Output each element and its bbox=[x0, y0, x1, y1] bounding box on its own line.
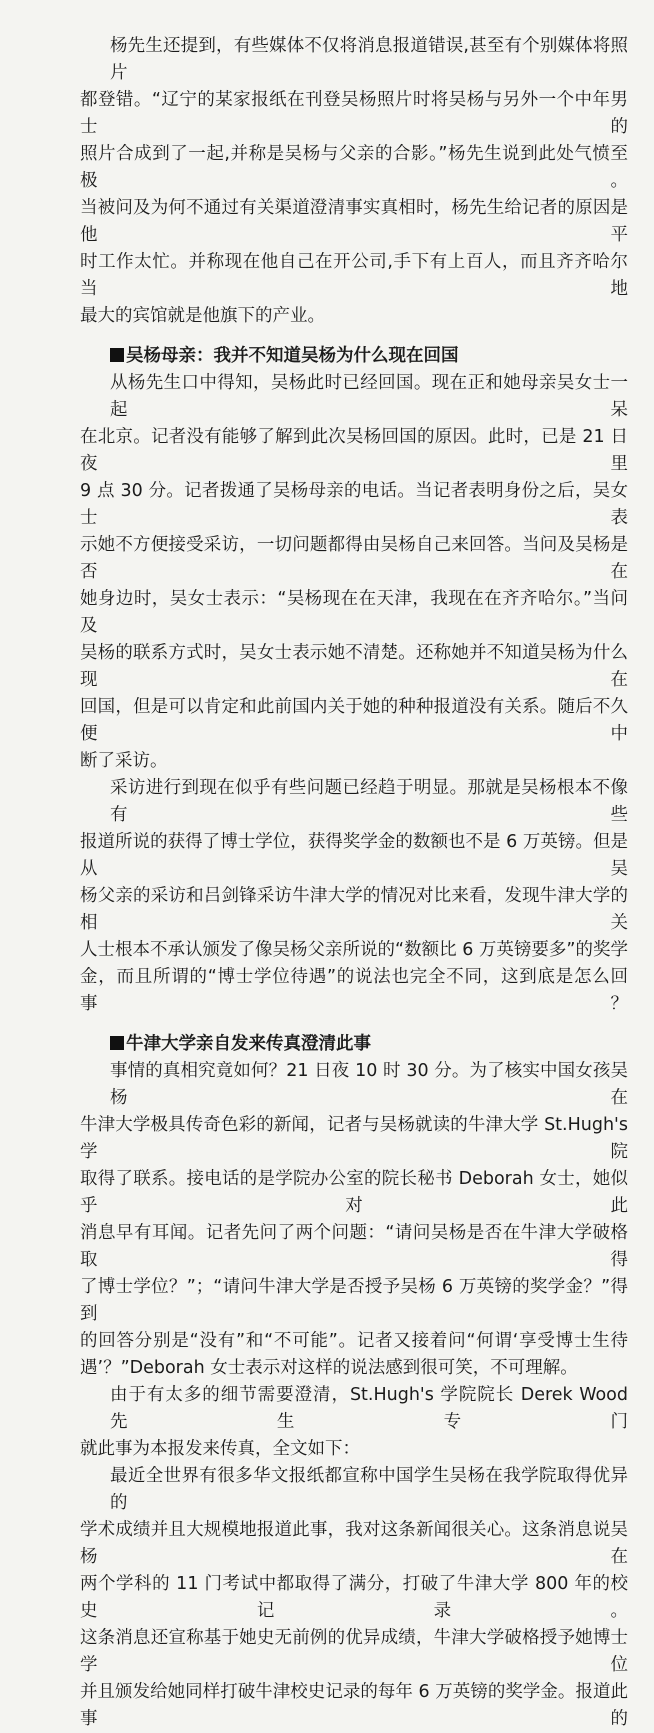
paragraph bbox=[80, 33, 628, 330]
document-page bbox=[80, 33, 628, 1733]
text-line: 杨父亲的采访和吕剑锋采访牛津大学的情况对比来看，发现牛津大学的相关 bbox=[80, 886, 628, 933]
text-line: 学术成绩并且大规模地报道此事，我对这条新闻很关心。这条消息说吴杨在 bbox=[80, 1520, 628, 1567]
text-line: 消息早有耳闻。记者先问了两个问题：“请问吴杨是否在牛津大学破格取得 bbox=[80, 1223, 628, 1270]
text-line: 当被问及为何不通过有关渠道澄清事实真相时，杨先生给记者的原因是他平 bbox=[80, 198, 628, 245]
text-line: 取得了联系。接电话的是学院办公室的院长秘书 Deborah 女士，她似乎对此 bbox=[80, 1169, 628, 1216]
heading-text: 吴杨母亲：我并不知道吴杨为什么现在回国 bbox=[126, 346, 459, 366]
section-heading bbox=[80, 343, 628, 370]
text-line: 她身边时，吴女士表示：“吴杨现在在天津，我现在在齐齐哈尔。”当问及 bbox=[80, 589, 628, 636]
text-line: 金，而且所谓的“博士学位待遇”的说法也完全不同，这到底是怎么回事？ bbox=[80, 967, 628, 1014]
text-line: 杨先生还提到，有些媒体不仅将消息报道错误,甚至有个别媒体将照片 bbox=[110, 36, 628, 83]
text-line: 采访进行到现在似乎有些问题已经趋于明显。那就是吴杨根本不像有些 bbox=[110, 778, 628, 825]
text-line: 人士根本不承认颁发了像吴杨父亲所说的“数额比 6 万英镑要多”的奖学 bbox=[80, 940, 628, 960]
text-line: 牛津大学极具传奇色彩的新闻，记者与吴杨就读的牛津大学 St.Hugh's 学院 bbox=[80, 1115, 628, 1162]
text-line: 报道所说的获得了博士学位，获得奖学金的数额也不是 6 万英镑。但是从吴 bbox=[80, 832, 628, 879]
text-line: 在北京。记者没有能够了解到此次吴杨回国的原因。此时，已是 21 日夜里 bbox=[80, 427, 628, 474]
text-line: 事情的真相究竟如何？21 日夜 10 时 30 分。为了核实中国女孩吴杨在 bbox=[110, 1061, 628, 1108]
bullet-square-icon bbox=[110, 1036, 124, 1050]
section-heading bbox=[80, 1031, 628, 1058]
text-line: 示她不方便接受采访，一切问题都得由吴杨自己来回答。当问及吴杨是否在 bbox=[80, 535, 628, 582]
text-line: 回国，但是可以肯定和此前国内关于她的种种报道没有关系。随后不久便中 bbox=[80, 697, 628, 744]
bullet-square-icon bbox=[110, 348, 124, 362]
text-line: 两个学科的 11 门考试中都取得了满分，打破了牛津大学 800 年的校史记录。 bbox=[80, 1574, 628, 1621]
text-line: 断了采访。 bbox=[80, 751, 168, 771]
text-line: 最近全世界有很多华文报纸都宣称中国学生吴杨在我学院取得优异的 bbox=[110, 1466, 628, 1513]
text-line: 由于有太多的细节需要澄清，St.Hugh's 学院院长 Derek Wood 先生专门 bbox=[110, 1385, 628, 1432]
text-line: 并且颁发给她同样打破牛津校史记录的每年 6 万英镑的奖学金。报道此事的 bbox=[80, 1682, 628, 1729]
paragraph bbox=[80, 370, 628, 775]
text-line: 了博士学位？”；“请问牛津大学是否授予吴杨 6 万英镑的奖学金？”得到 bbox=[80, 1277, 628, 1324]
text-line: 从杨先生口中得知，吴杨此时已经回国。现在正和她母亲吴女士一起呆 bbox=[110, 373, 628, 420]
text-line: 最大的宾馆就是他旗下的产业。 bbox=[80, 306, 325, 326]
heading-text: 牛津大学亲自发来传真澄清此事 bbox=[126, 1034, 371, 1054]
text-line: 照片合成到了一起,并称是吴杨与父亲的合影。”杨先生说到此处气愤至极。 bbox=[80, 144, 628, 191]
text-line: 时工作太忙。并称现在他自己在开公司,手下有上百人，而且齐齐哈尔当地 bbox=[80, 252, 628, 299]
text-line: 吴杨的联系方式时，吴女士表示她不清楚。还称她并不知道吴杨为什么现在 bbox=[80, 643, 628, 690]
text-line: 这条消息还宣称基于她史无前例的优异成绩，牛津大学破格授予她博士学位 bbox=[80, 1628, 628, 1675]
paragraph bbox=[80, 1463, 628, 1733]
text-line: 的回答分别是“没有”和“不可能”。记者又接着问“何谓‘享受博士生待 bbox=[80, 1331, 628, 1351]
text-line: 9 点 30 分。记者拨通了吴杨母亲的电话。当记者表明身份之后，吴女士表 bbox=[80, 481, 628, 528]
text-line: 都登错。“辽宁的某家报纸在刊登吴杨照片时将吴杨与另外一个中年男士的 bbox=[80, 90, 628, 137]
text-line: 就此事为本报发来传真，全文如下： bbox=[80, 1439, 360, 1459]
text-line: 遇’？”Deborah 女士表示对这样的说法感到很可笑，不可理解。 bbox=[80, 1358, 578, 1378]
paragraph bbox=[80, 1058, 628, 1382]
paragraph bbox=[80, 1382, 628, 1463]
paragraph bbox=[80, 775, 628, 1018]
